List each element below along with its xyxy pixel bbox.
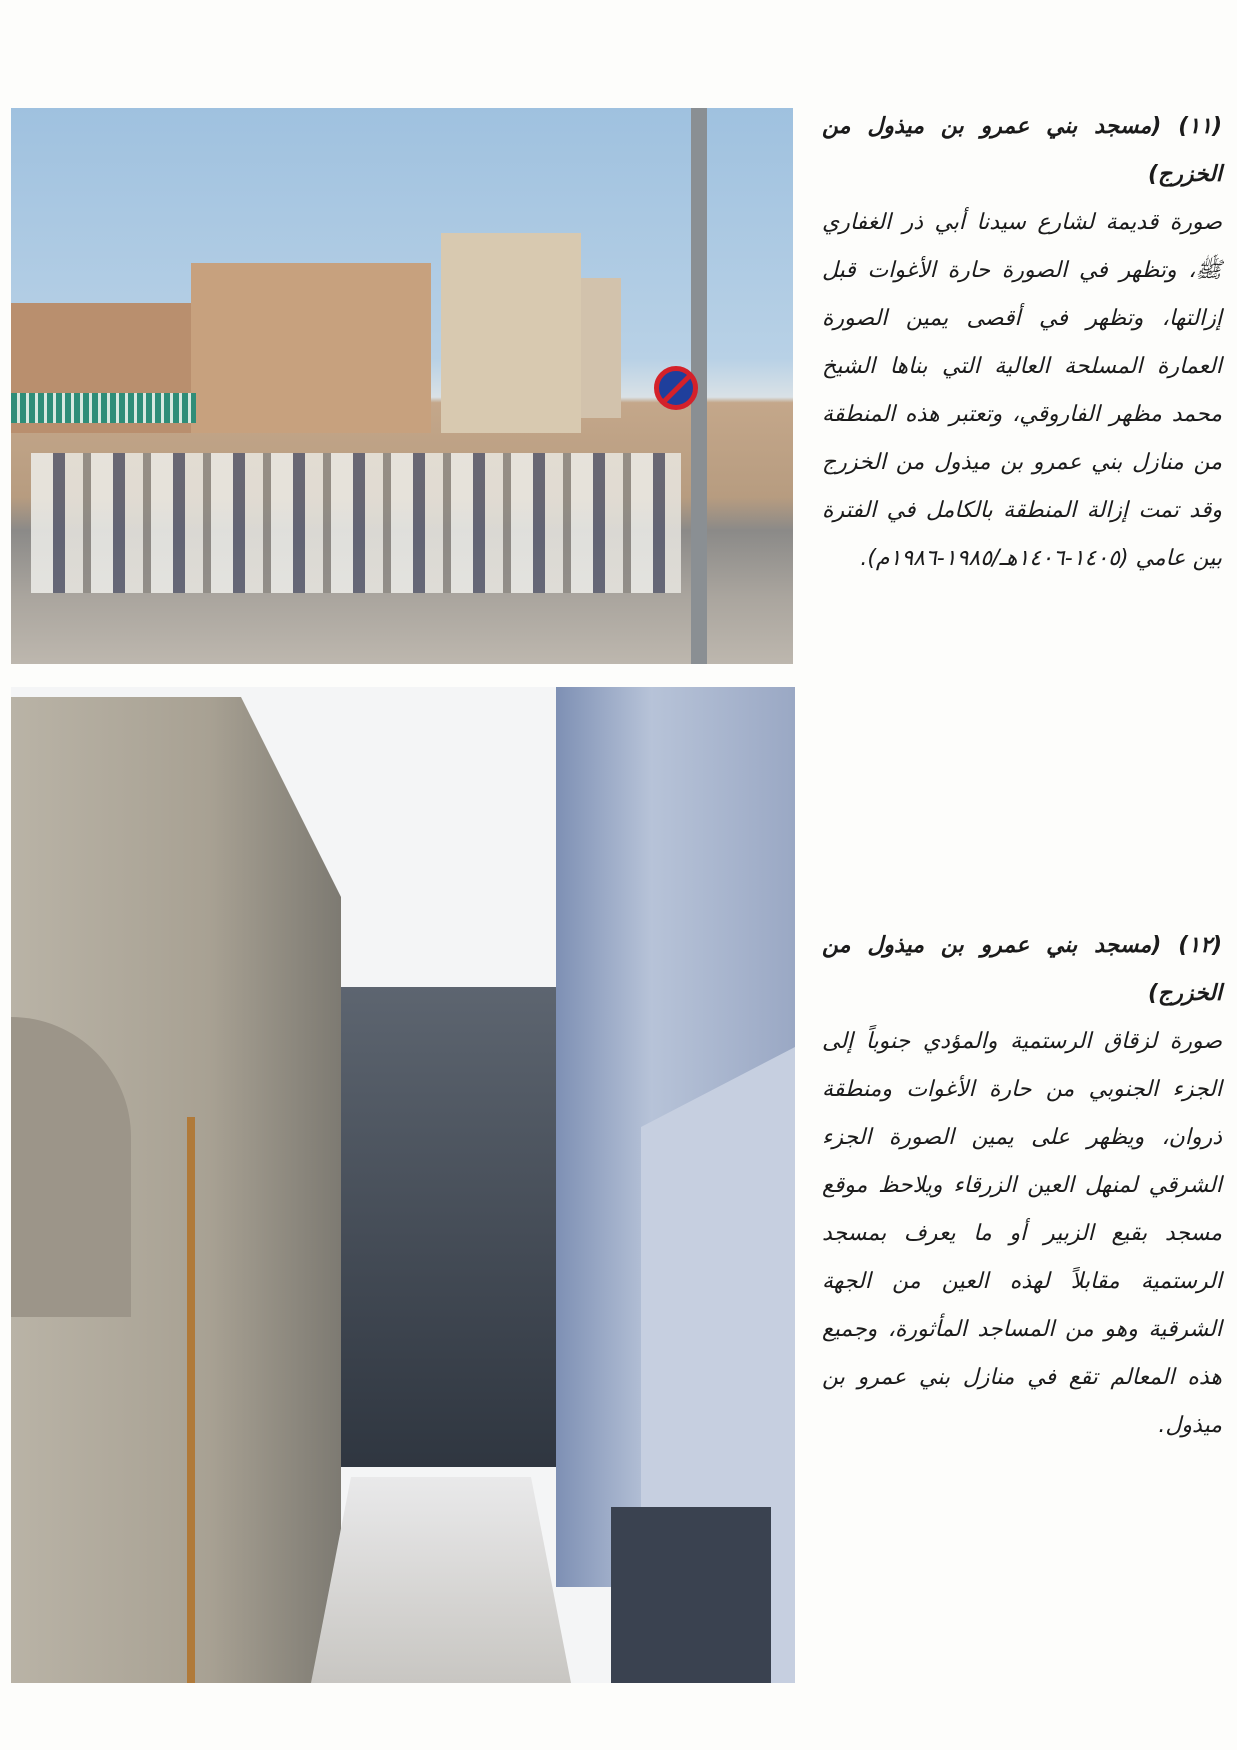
building xyxy=(581,278,621,418)
crowd xyxy=(31,453,681,593)
door xyxy=(611,1507,771,1683)
caption-number: (١٢) xyxy=(1178,933,1222,958)
caption-title-text: (مسجد بني عمرو بن ميذول من الخزرج) xyxy=(822,114,1222,187)
photo-rustamiya-alley xyxy=(11,687,795,1683)
caption-11 xyxy=(822,103,1222,583)
caption-number: (١١) xyxy=(1178,114,1222,139)
caption-body: صورة لزقاق الرستمية والمؤدي جنوباً إلى الجزء الجنوبي من حارة الأغوات ومنطقة ذروان، ويظهر على يمين الصورة الجزء الشرقي لمنهل العين الزرقاء ويلاحظ موقع مسجد بقيع الزبير أو ما يعرف بمسجد الرستمية مقابلاً لهذه العين من الجهة الشرقية وهو من المساجد المأثورة، وجميع هذه المعالم تقع في منازل بني عمرو بن ميذول. xyxy=(822,1029,1222,1438)
caption-title xyxy=(822,922,1222,1018)
building xyxy=(441,233,581,433)
caption-body: صورة قديمة لشارع سيدنا أبي ذر الغفاري ﷺ، وتظهر في الصورة حارة الأغوات قبل إزالتها، وتظهر في أقصى يمين الصورة العمارة المسلحة العالية التي بناها الشيخ محمد مظهر الفاروقي، وتعتبر هذه المنطقة من منازل بني عمرو بن ميذول من الخزرج وقد تمت إزالة المنطقة بالكامل في الفترة بين عامي (١٤٠٥-١٤٠٦هـ/١٩٨٥-١٩٨٦م). xyxy=(822,210,1222,571)
pipe xyxy=(187,1117,195,1683)
no-parking-sign-icon xyxy=(654,366,698,410)
alley-buildings xyxy=(341,987,561,1467)
photo-street-abu-dhar xyxy=(11,108,793,664)
caption-title-text: (مسجد بني عمرو بن ميذول من الخزرج) xyxy=(822,933,1222,1006)
caption-12 xyxy=(822,922,1222,1450)
building xyxy=(191,263,431,433)
shop-awning xyxy=(11,393,196,423)
caption-title xyxy=(822,103,1222,199)
alley-ground xyxy=(311,1477,571,1683)
